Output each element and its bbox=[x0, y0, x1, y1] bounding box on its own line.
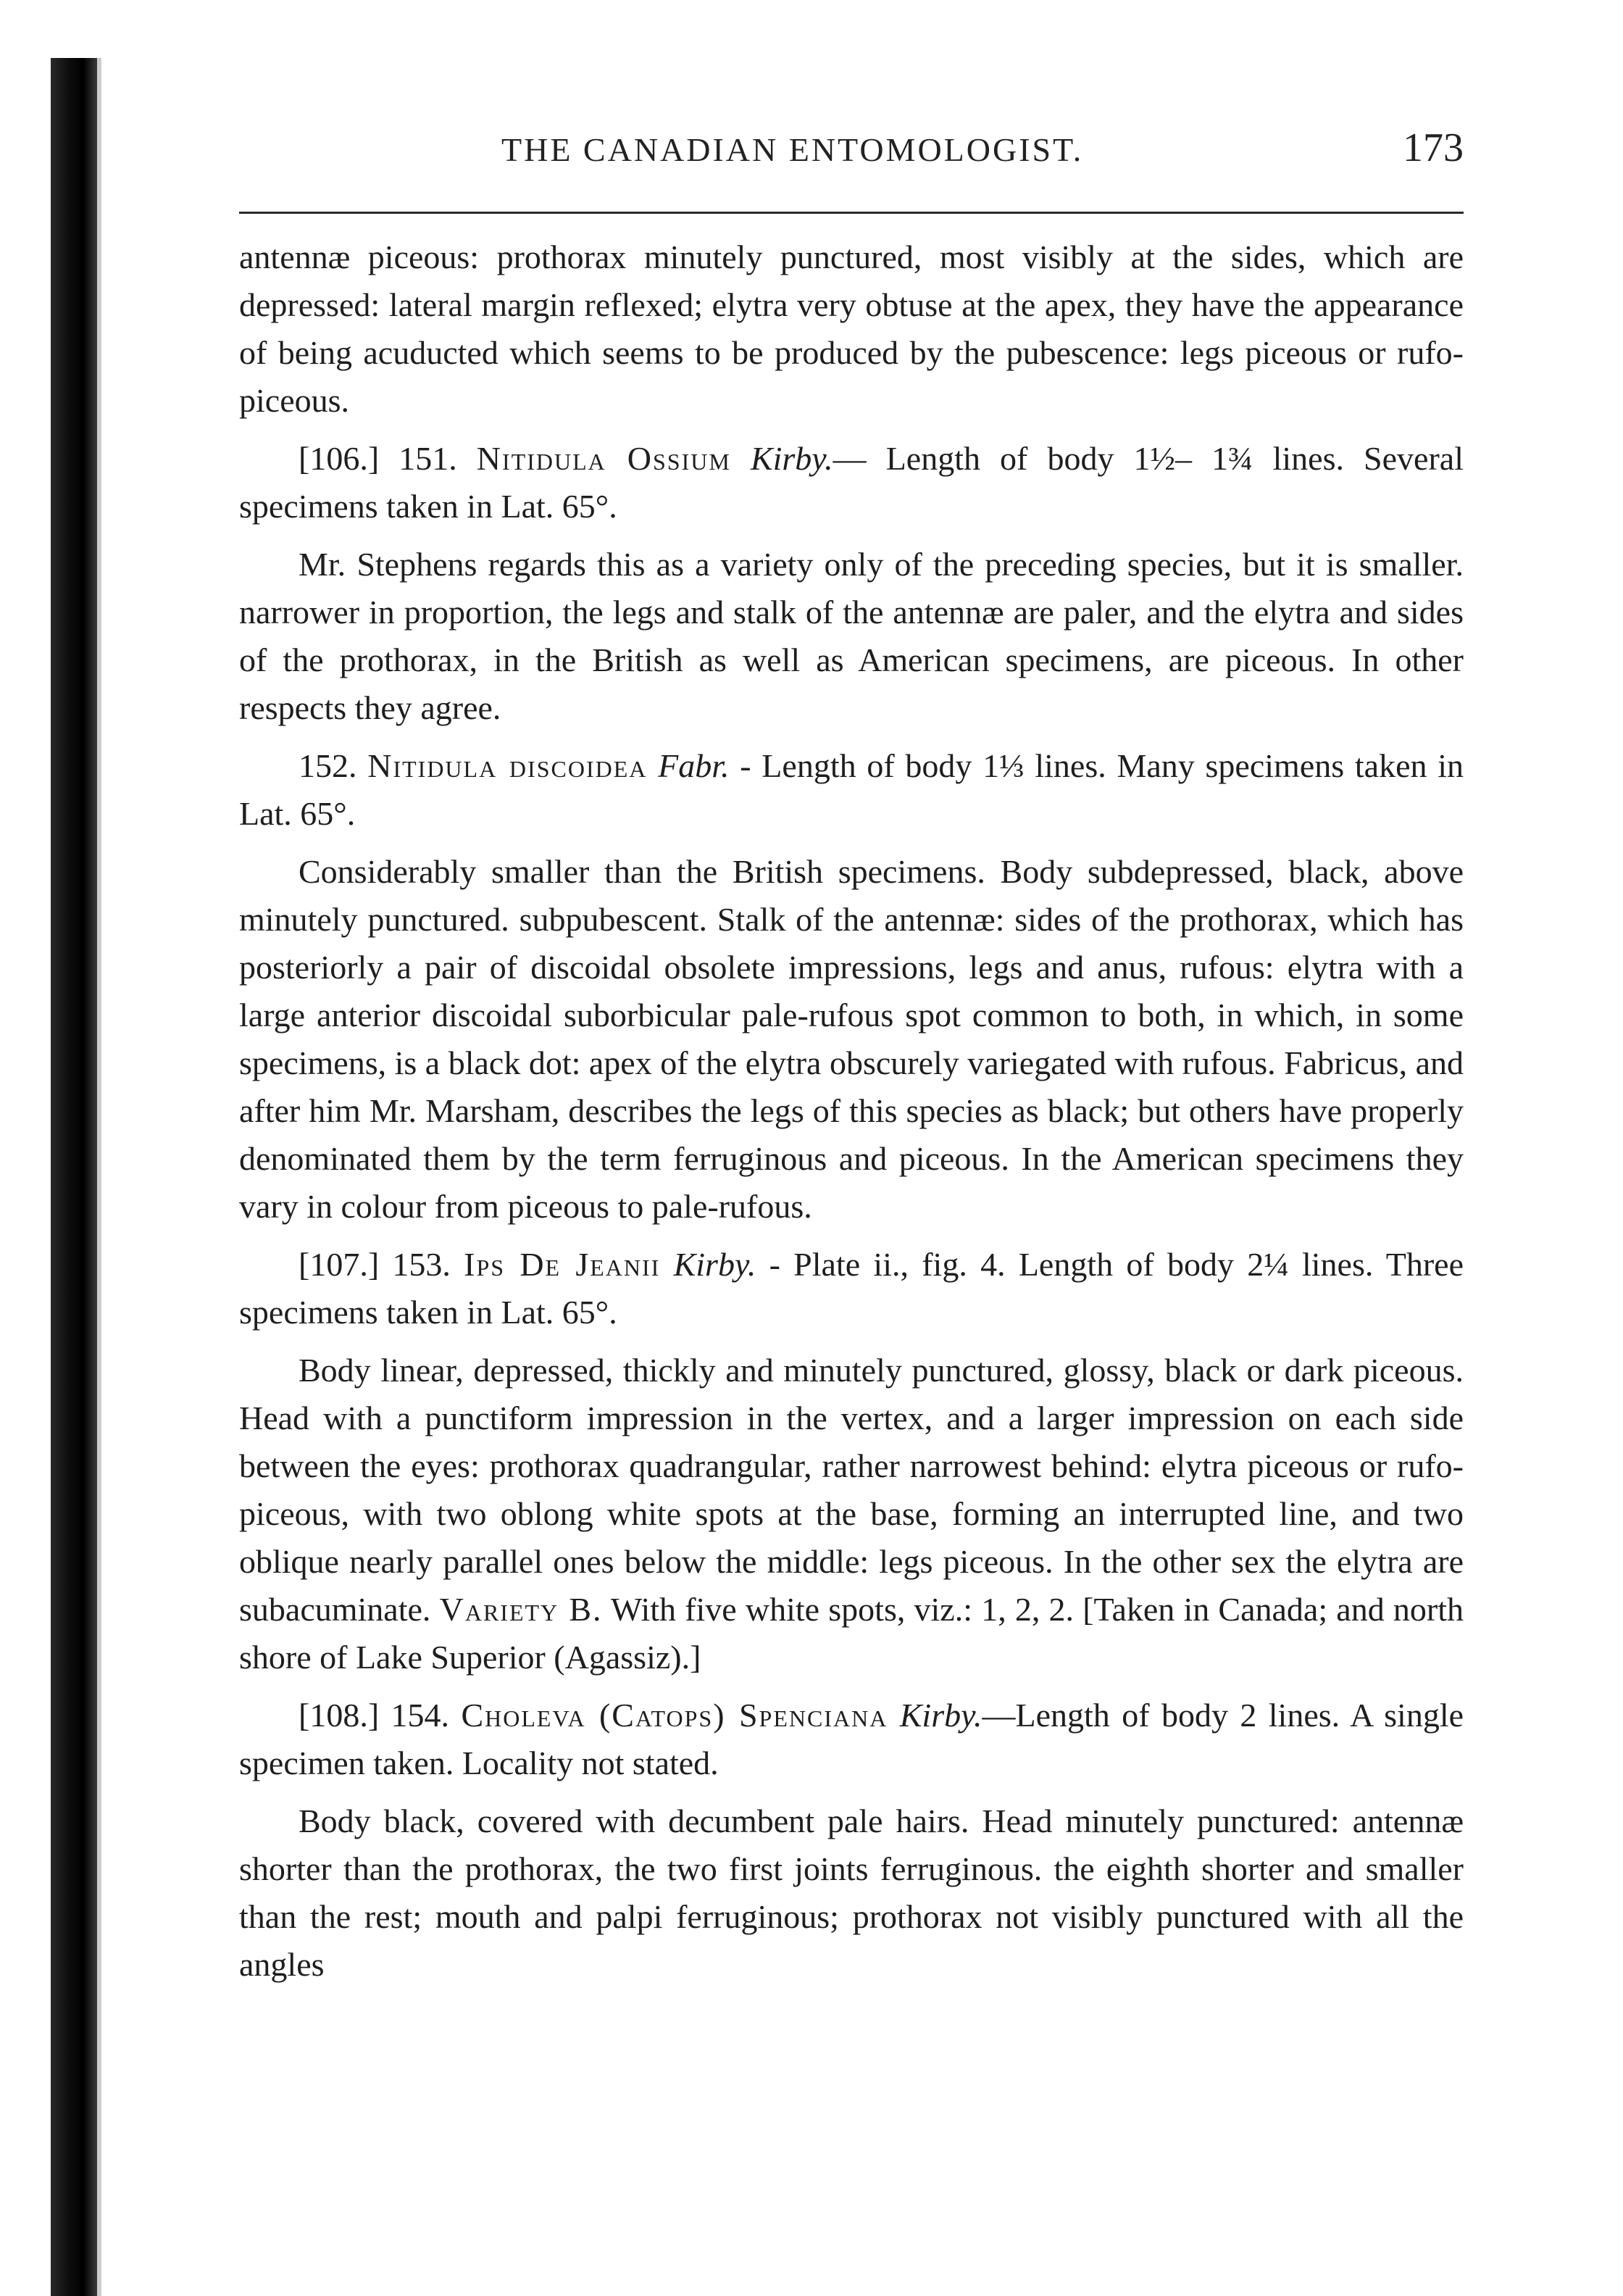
species-name: Choleva (Catops) Spenciana bbox=[461, 1697, 888, 1734]
description-text: Body linear, depressed, thickly and minutely punctured, glossy, black or dark piceous. Head with a punctiform impression in the vertex, and a larger impression on each side between the eyes: prothorax quadrangular, rather narrowest behind: elytra piceous or rufo-piceous, with two oblong white spots at the base, forming an interrupted line, and two oblique nearly parallel ones below the middle: legs piceous. In the other sex the elytra are subacuminate. bbox=[239, 1352, 1464, 1628]
body-text bbox=[239, 233, 1464, 1999]
entry-154 bbox=[239, 1692, 1464, 1787]
running-title: THE CANADIAN ENTOMOLOGIST. bbox=[501, 131, 1084, 168]
paragraph-description-153 bbox=[239, 1347, 1464, 1681]
variety-text: With five white spots, viz.: 1, 2, 2. [Taken in Canada; and north shore of Lake Superior (Agassiz).] bbox=[239, 1591, 1464, 1676]
paragraph-continued: antennæ piceous: prothorax minutely punctured, most visibly at the sides, which are depressed: lateral margin reflexed; elytra very obtuse at the apex, they have the appearance of being acuducted which seems to be produced by the pubescence: legs piceous or rufo-piceous. bbox=[239, 238, 1464, 419]
entry-text: - Plate ii., fig. 4. Length of body 2¼ lines. Three specimens taken in Lat. 65°. bbox=[239, 1246, 1464, 1331]
entry-number: [106.] 151. bbox=[299, 440, 457, 477]
entry-text: - Length of body 1⅓ lines. Many specimens taken in Lat. 65°. bbox=[239, 747, 1464, 832]
entry-number: 152. bbox=[299, 747, 357, 784]
paragraph-description-154: Body black, covered with decumbent pale hairs. Head minutely punctured: antennæ shorter than the prothorax, the two first joints ferruginous. the eighth shorter and smaller than the rest; mouth and palpi ferruginous; prothorax not visibly punctured with all the angles bbox=[239, 1802, 1464, 1983]
entry-text: — Length of body 1½– 1¾ lines. Several specimens taken in Lat. 65°. bbox=[239, 440, 1464, 525]
species-author: Kirby. bbox=[899, 1697, 982, 1734]
species-name: Nitidula Ossium bbox=[476, 440, 731, 477]
book-binding-edge bbox=[51, 58, 97, 2296]
page-header bbox=[239, 125, 1464, 183]
variety-label: Variety B. bbox=[439, 1591, 603, 1628]
entry-153 bbox=[239, 1241, 1464, 1336]
entry-text: —Length of body 2 lines. A single specimen taken. Locality not stated. bbox=[239, 1697, 1464, 1781]
entry-number: [107.] 153. bbox=[299, 1246, 451, 1283]
entry-number: [108.] 154. bbox=[299, 1697, 450, 1734]
species-author: Fabr. bbox=[658, 747, 730, 784]
species-author: Kirby. bbox=[750, 440, 833, 477]
header-rule bbox=[239, 212, 1464, 214]
species-author: Kirby. bbox=[673, 1246, 756, 1283]
entry-151 bbox=[239, 435, 1464, 531]
species-name: Ips De Jeanii bbox=[464, 1246, 661, 1283]
paragraph-stephens: Mr. Stephens regards this as a variety only of the preceding species, but it is smaller. narrower in proportion, the legs and stalk of the antennæ are paler, and the elytra and sides of the prothorax, in the British as well as American specimens, are piceous. In other respects they agree. bbox=[239, 546, 1464, 726]
binding-shadow bbox=[97, 58, 101, 2296]
species-name: Nitidula discoidea bbox=[367, 747, 648, 784]
paragraph-description-152: Considerably smaller than the British specimens. Body subdepressed, black, above minutely punctured. subpubescent. Stalk of the antennæ: sides of the prothorax, which has posteriorly a pair of discoidal obsolete impressions, legs and anus, rufous: elytra with a large anterior discoidal suborbicular pale-rufous spot common to both, in which, in some specimens, is a black dot: apex of the elytra obscurely variegated with rufous. Fabricus, and after him Mr. Marsham, describes the legs of this species as black; but others have properly denominated them by the term ferruginous and piceous. In the American specimens they vary in colour from piceous to pale-rufous. bbox=[239, 853, 1464, 1225]
page-number: 173 bbox=[1403, 125, 1464, 170]
entry-152 bbox=[239, 742, 1464, 838]
